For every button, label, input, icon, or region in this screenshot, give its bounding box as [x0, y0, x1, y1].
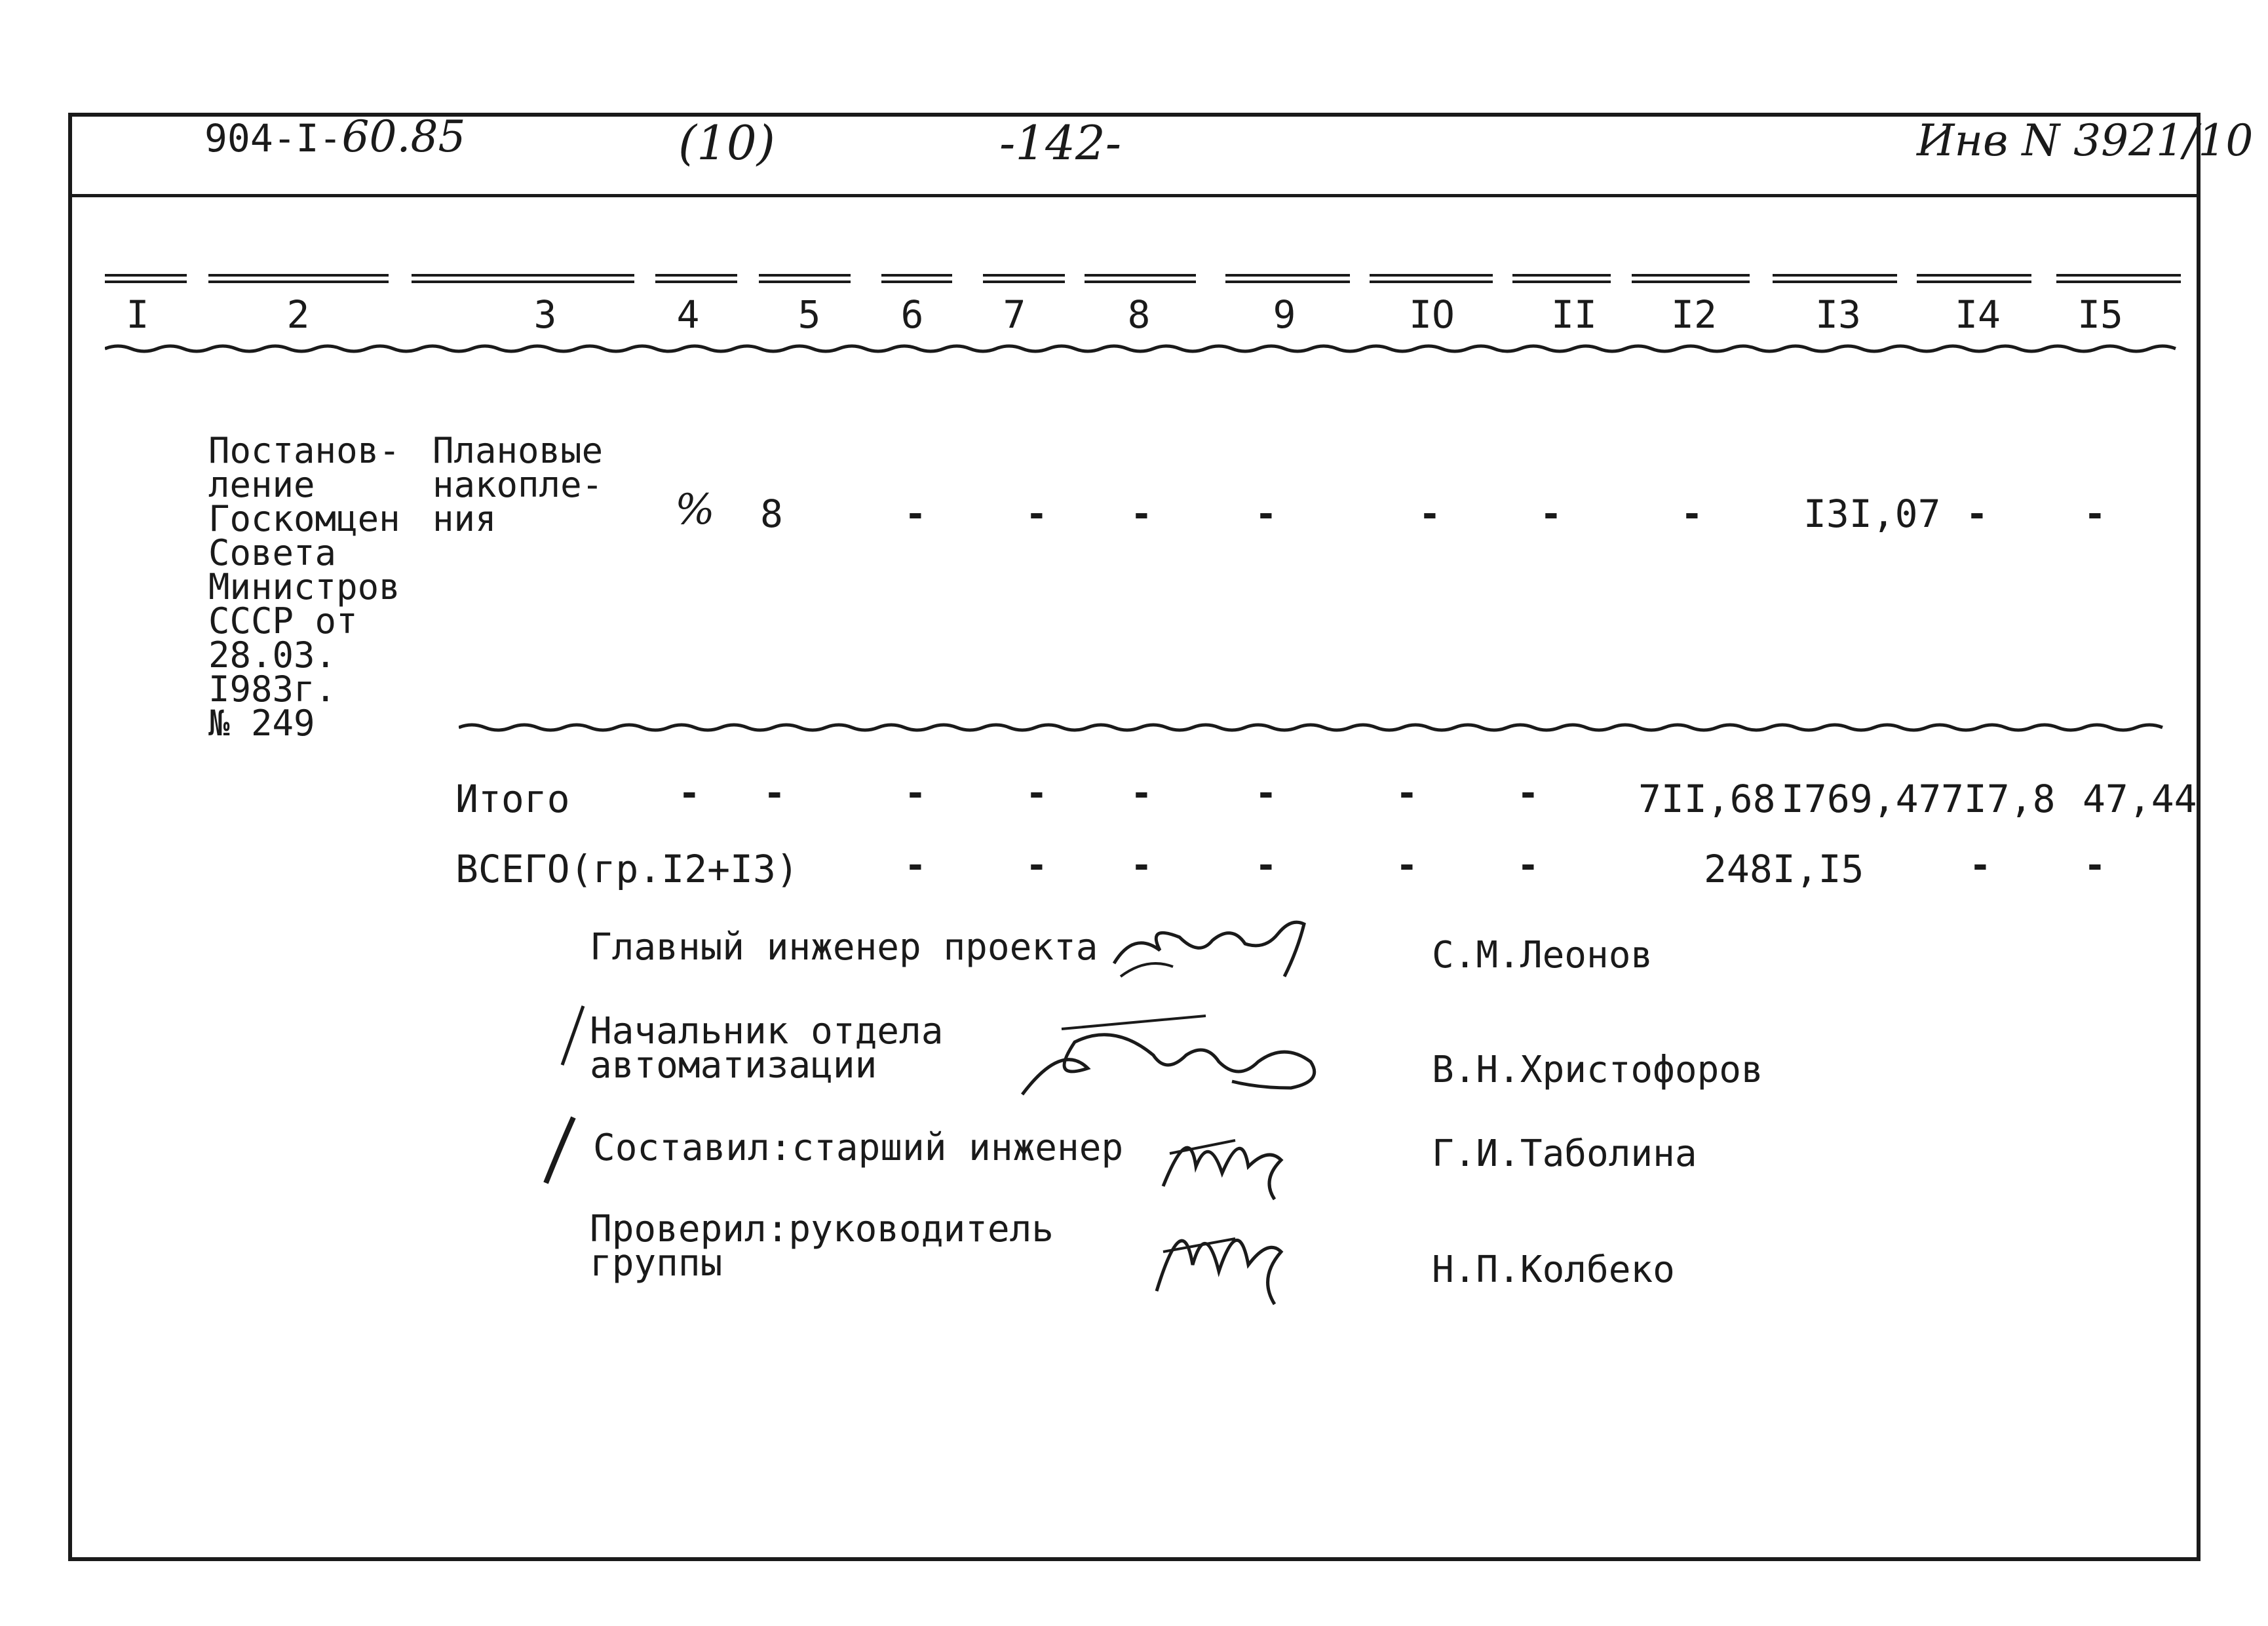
grand-total-c7: - — [1026, 844, 1048, 887]
value-cell-c5: 8 — [760, 492, 783, 536]
totals-c10: - — [1396, 772, 1418, 815]
signature-name-reviewer: Н.П.Колбеко — [1432, 1249, 1675, 1291]
header-divider — [68, 194, 2201, 197]
grand-total-label: ВСЕГО(гр.I2+I3) — [455, 847, 799, 891]
totals-c15: 47,44 — [2083, 777, 2197, 821]
signature-role-reviewer: Проверил:руководитель группы — [590, 1208, 1054, 1285]
value-cell-c8: - — [1130, 493, 1153, 535]
column-number: II — [1551, 292, 1597, 337]
column-rule — [1370, 274, 1493, 283]
totals-c7: - — [1026, 772, 1048, 815]
signature-role-department-head: Начальник отдела автоматизации — [590, 1010, 944, 1087]
column-rule — [1632, 274, 1750, 283]
column-number: I5 — [2077, 292, 2123, 337]
value-cell-c15: - — [2084, 493, 2106, 535]
signature-compiler — [1150, 1108, 1314, 1206]
totals-c12: 7II,68 — [1638, 777, 1776, 821]
totals-c9: - — [1255, 772, 1277, 815]
grand-total-c9: - — [1255, 844, 1277, 887]
column-number: 5 — [798, 292, 821, 337]
column-rule — [759, 274, 851, 283]
basis-cell: Постанов- ление Госкомцен Совета Министров СССР от 28.03. I983г. № 249 — [208, 430, 400, 744]
column-rule — [1512, 274, 1611, 283]
column-rule — [1917, 274, 2031, 283]
totals-c5: - — [763, 772, 786, 815]
column-rule — [881, 274, 952, 283]
column-number: IO — [1409, 292, 1455, 337]
grand-total-c6: - — [904, 844, 927, 887]
column-rule — [2056, 274, 2181, 283]
value-cell-c13: I3I,07 — [1803, 492, 1941, 536]
subtotal-wavy-rule — [459, 721, 2176, 734]
item-name-cell: Плановые накопле- ния — [432, 430, 604, 539]
totals-c4: - — [678, 772, 701, 815]
column-number: I3 — [1815, 292, 1861, 337]
signature-name-compiler: Г.И.Таболина — [1432, 1132, 1697, 1175]
column-number: 6 — [900, 292, 924, 337]
column-rule — [412, 274, 634, 283]
tick-mark — [541, 1114, 580, 1186]
totals-c11: - — [1517, 772, 1539, 815]
signature-reviewer — [1144, 1193, 1314, 1311]
column-number: I — [126, 292, 149, 337]
unit-cell: % — [675, 486, 715, 534]
value-cell-c9: - — [1255, 493, 1277, 535]
signature-name-chief-engineer: С.М.Леонов — [1432, 934, 1653, 977]
grand-total-c10: - — [1396, 844, 1418, 887]
document-code: 904-I-60.85 — [204, 111, 466, 162]
tick-mark — [557, 1003, 590, 1068]
grand-total-c14: - — [1969, 844, 1991, 887]
signature-role-chief-engineer: Главный инженер проекта — [590, 926, 1098, 969]
signature-role-compiler: Составил:старший инженер — [593, 1127, 1124, 1169]
grand-total-c11: - — [1517, 844, 1539, 887]
signature-department-head — [1009, 1003, 1337, 1108]
column-number: I2 — [1671, 292, 1717, 337]
column-number: I4 — [1955, 292, 2001, 337]
value-cell-c7: - — [1026, 493, 1048, 535]
column-number: 4 — [676, 292, 700, 337]
totals-label: Итого — [455, 777, 570, 821]
column-rule — [1085, 274, 1196, 283]
value-cell-c11: - — [1540, 493, 1562, 535]
header-wavy-rule — [105, 342, 2189, 355]
inventory-number: Инв N 3921/10 — [1917, 115, 2254, 166]
column-rule — [105, 274, 187, 283]
signature-name-department-head: В.Н.Христофоров — [1432, 1049, 1763, 1091]
value-cell-c10: - — [1419, 493, 1441, 535]
column-rule — [983, 274, 1065, 283]
totals-c14: 7I7,8 — [1941, 777, 2056, 821]
grand-total-c15: - — [2084, 844, 2106, 887]
column-rule — [655, 274, 737, 283]
column-number: 2 — [286, 292, 310, 337]
column-rule — [1773, 274, 1897, 283]
value-cell-c14: - — [1966, 493, 1988, 535]
signature-chief-engineer — [1107, 904, 1324, 990]
page-number: -142- — [999, 115, 1122, 170]
column-rule — [208, 274, 389, 283]
grand-total-c8: - — [1130, 844, 1153, 887]
column-number: 7 — [1003, 292, 1026, 337]
column-number: 8 — [1127, 292, 1151, 337]
sheet-number: (10) — [678, 115, 775, 170]
column-number: 9 — [1273, 292, 1296, 337]
grand-total-c12-13: 248I,I5 — [1704, 847, 1864, 891]
column-rule — [1225, 274, 1350, 283]
totals-c13: I769,47 — [1781, 777, 1942, 821]
column-number: 3 — [533, 292, 557, 337]
value-cell-c6: - — [904, 493, 927, 535]
value-cell-c12: - — [1681, 493, 1703, 535]
totals-c6: - — [904, 772, 927, 815]
totals-c8: - — [1130, 772, 1153, 815]
document-code-handwritten: 60.85 — [341, 111, 466, 162]
